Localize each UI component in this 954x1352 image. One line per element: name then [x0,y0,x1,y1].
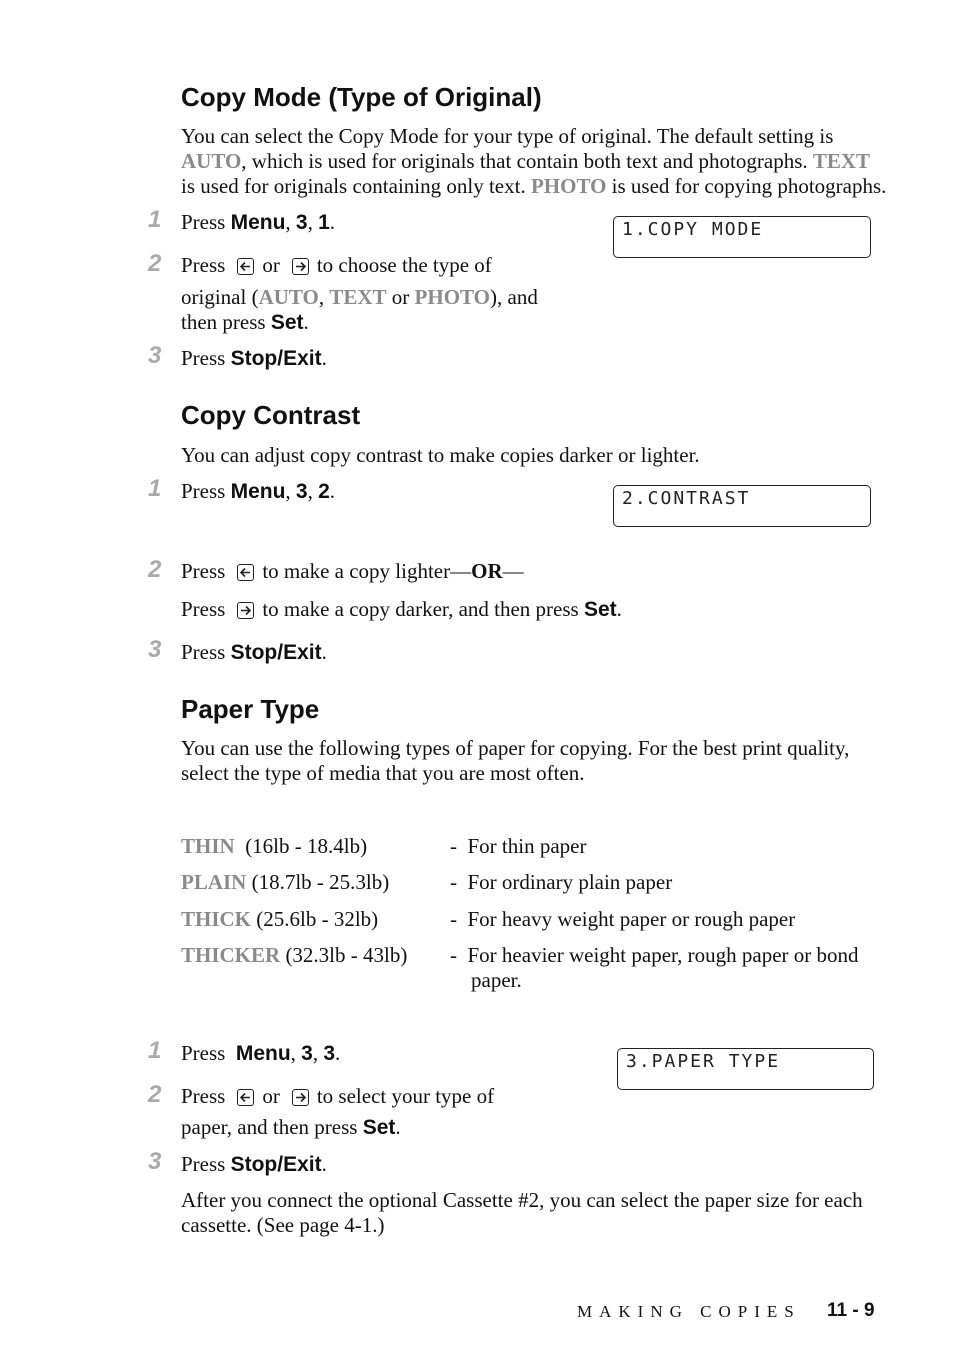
digit-key: 3 [295,211,308,234]
step-1-text [181,1041,340,1066]
page-number: 11 - 9 [827,1300,875,1321]
step-2-line-1 [181,559,524,584]
paper-name: THICKER [181,943,281,967]
step-text: . [321,640,327,664]
step-text: Press [181,640,231,664]
set-key: Set [270,311,304,334]
menu-key: Menu [230,480,286,503]
step-text: . [329,479,336,503]
intro-text: You can select the Copy Mode for your type of original. The default setting is [181,124,834,148]
paper-desc: For heavier weight paper, rough paper or bond [467,943,859,967]
paper-name: PLAIN [181,870,247,894]
paper-desc: For heavy weight paper or rough paper [467,907,796,931]
paper-name: THICK [181,907,252,931]
step-3-text [181,1152,327,1177]
menu-key: Menu [235,1042,291,1065]
note-text: After you connect the optional Cassette #2, you can select the paper size for each [181,1188,863,1212]
lcd-display: 3.PAPER TYPE [617,1048,874,1090]
digit-key: 3 [323,1042,336,1065]
digit-key: 2 [318,480,330,503]
step-text: , [285,210,296,234]
step-text: , [307,479,319,503]
table-desc [450,870,672,895]
step-text: — [502,559,524,583]
step-text: to choose the type of [316,253,492,277]
step-text: Press [181,1084,226,1108]
step-1-text [181,210,335,235]
step-3-text [181,640,327,665]
keyword-text: TEXT [329,285,387,309]
paper-weight: (25.6lb - 32lb) [251,907,379,931]
section-heading-copy-contrast: Copy Contrast [181,400,361,430]
table-row [181,834,367,859]
keyword-photo: PHOTO [530,174,607,198]
step-2-line-2 [181,597,622,622]
digit-key: 1 [318,211,330,234]
step-2-line-1 [181,253,492,278]
step-text: Press [181,346,231,370]
step-text: Press [181,1041,236,1065]
step-text: . [616,597,622,621]
right-arrow-key-icon [237,602,254,619]
step-2-line-1 [181,1084,494,1109]
keyword-auto: AUTO [258,285,319,309]
table-row [181,870,389,895]
stop-exit-key: Stop/Exit [230,347,322,370]
step-text: to make a copy lighter— [262,559,472,583]
table-desc [450,834,586,859]
table-desc [450,907,795,932]
stop-exit-key: Stop/Exit [230,1153,322,1176]
step-text: paper, and then press [181,1115,363,1139]
table-desc [450,943,859,968]
step-2-line-2 [181,1115,401,1140]
step-text: . [303,310,309,334]
dash: - [450,870,457,894]
dash: - [450,943,457,967]
step-number: 3 [148,342,162,369]
intro-text: , which is used for originals that contain both text and photographs. [241,149,813,173]
step-text: original ( [181,285,259,309]
step-1-text [181,479,335,504]
table-row [181,943,407,968]
menu-key: Menu [230,211,286,234]
left-arrow-key-icon [237,564,254,581]
step-text: to select your type of [316,1084,495,1108]
intro-text: is used for copying photographs. [606,174,887,198]
note-text: cassette. (See page 4-1.) [181,1213,385,1237]
step-text: , [318,285,330,309]
keyword-text: TEXT [812,149,871,173]
step-number: 3 [148,1148,162,1175]
step-text: Press [181,253,226,277]
paper-weight: (32.3lb - 43lb) [280,943,408,967]
keyword-auto: AUTO [181,149,242,173]
step-text: . [329,210,336,234]
lcd-display: 2.CONTRAST [613,485,871,527]
intro-text: is used for originals containing only text. [181,174,531,198]
digit-key: 3 [295,480,308,503]
step-2-line-3 [181,310,309,335]
step-number: 3 [148,636,162,663]
paper-name: THIN [181,834,235,858]
step-text: , [307,210,319,234]
step-number: 1 [148,1037,162,1064]
dash: - [450,834,457,858]
copy-contrast-intro: You can adjust copy contrast to make copies darker or lighter. [181,443,700,467]
paper-type-intro [181,736,901,786]
right-arrow-key-icon [292,258,309,275]
paper-desc: paper. [471,968,522,992]
step-text: , [285,479,296,503]
step-text: , [312,1041,324,1065]
intro-text: You can use the following types of paper for copying. For the best print quality, [181,736,850,760]
step-text: . [395,1115,401,1139]
step-text: or [262,253,280,277]
right-arrow-key-icon [292,1089,309,1106]
section-heading-paper-type: Paper Type [181,694,320,724]
step-number: 2 [148,1081,162,1108]
step-text: Press [181,1152,231,1176]
table-row [181,907,378,932]
left-arrow-key-icon [237,1089,254,1106]
dash: - [450,907,457,931]
step-text: Press [181,479,231,503]
paper-desc: For thin paper [467,834,587,858]
step-text: Press [181,210,231,234]
step-text: ), and [490,285,538,309]
step-text: . [335,1041,341,1065]
after-note [181,1188,901,1238]
set-key: Set [583,598,617,621]
paper-desc: For ordinary plain paper [467,870,673,894]
keyword-photo: PHOTO [414,285,491,309]
footer-section-title: MAKING COPIES [577,1302,801,1321]
step-text: . [321,1152,327,1176]
step-number: 2 [148,250,162,277]
lcd-display: 1.COPY MODE [613,216,871,258]
section-heading-copy-mode: Copy Mode (Type of Original) [181,82,542,112]
step-text: Press [181,559,226,583]
step-number: 1 [148,206,162,233]
step-text: or [262,1084,280,1108]
stop-exit-key: Stop/Exit [230,641,322,664]
step-text: , [290,1041,302,1065]
copy-mode-intro [181,124,901,199]
set-key: Set [362,1116,396,1139]
paper-weight: (18.7lb - 25.3lb) [246,870,390,894]
step-number: 1 [148,475,162,502]
step-number: 2 [148,556,162,583]
paper-weight: (16lb - 18.4lb) [234,834,368,858]
or-emphasis: OR [471,559,503,583]
step-text: . [321,346,327,370]
step-text: then press [181,310,271,334]
step-2-line-2 [181,285,538,310]
left-arrow-key-icon [237,258,254,275]
step-3-text [181,346,327,371]
step-text: or [386,285,415,309]
step-text: to make a copy darker, and then press [262,597,584,621]
step-text: Press [181,597,226,621]
intro-text: select the type of media that you are most often. [181,761,585,785]
digit-key: 3 [301,1042,313,1065]
